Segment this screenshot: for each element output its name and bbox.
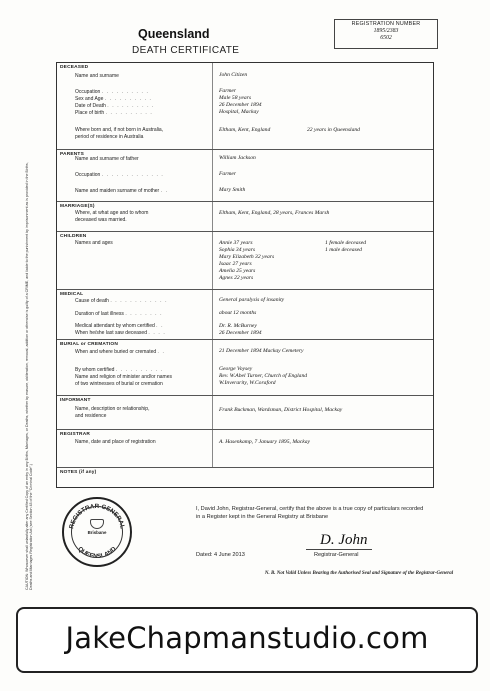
caution-text: CAUTION: Whosoever shall unlawfully alter any Certified Copy of an entry in any Births, Marriages, or Deaths, whether by erasure, obliteration, removal, addition or otherwise is guilty of a CRIME, and liable to the punishment by imprisonment as is provided in the Births, Deaths and Marriages Registration Act (see Section 48 of the "Criminal Code".): [25, 162, 34, 590]
child-entry: Mary Elizabeth 32 years: [219, 254, 275, 260]
label-mother: Name and maiden surname of mother . .: [75, 188, 169, 194]
section-marriage: [57, 201, 433, 231]
value-father-occupation: Farmer: [219, 171, 237, 177]
child-entry: Annie 37 years: [219, 240, 253, 246]
column-divider: [212, 290, 213, 340]
registrar-signature: D. John: [320, 532, 368, 548]
label-date-of-death: Date of Death . . . . . . . . . .: [75, 103, 155, 109]
value-informant: Frank Buckman, Wardsman, District Hospital, Mackay: [219, 407, 343, 413]
column-divider: [212, 232, 213, 290]
label-place-of-birth: Place of birth . . . . . . . . . .: [75, 110, 153, 116]
section-parents: [57, 149, 433, 201]
child-entry: Sophia 34 years: [219, 247, 256, 253]
value-father: William Jackson: [219, 155, 256, 161]
svg-text:REGISTRAR-GENERAL: REGISTRAR-GENERAL: [68, 502, 126, 530]
value-residence: 22 years in Queensland: [307, 127, 360, 133]
column-divider: [212, 202, 213, 232]
section-children: [57, 231, 433, 289]
value-cause: General paralysis of insanity: [219, 297, 285, 303]
label-buried: When and where buried or cremated . .: [75, 349, 166, 355]
label-father-occupation: Occupation . . . . . . . . . . . . .: [75, 172, 164, 178]
label-minister: Name and religion of minister and/or names: [75, 374, 172, 380]
registration-label: REGISTRATION NUMBER: [351, 21, 421, 27]
label-father: Name and surname of father: [75, 156, 139, 162]
section-header: BURIAL or CREMATION: [60, 342, 118, 347]
validity-note: N. B. Not Valid Unless Bearing the Authorised Seal and Signature of the Registrar-General: [264, 571, 454, 576]
label-informant: Name, description or relationship,: [75, 406, 150, 412]
value-last-saw: 26 December 1894: [219, 330, 262, 336]
label-cause: Cause of death . . . . . . . . . . . .: [75, 298, 168, 304]
column-divider: [212, 396, 213, 430]
caution-note: [25, 150, 37, 590]
section-header: NOTES (if any): [60, 470, 97, 475]
section-notes: [57, 467, 433, 487]
value-buried: 21 December 1894 Mackay Cemetery: [219, 348, 304, 354]
value-certified-by: George Voysey: [219, 366, 253, 372]
state-name: Queensland: [138, 27, 210, 41]
value-date-of-death: 26 December 1894: [219, 102, 262, 108]
label-sex-age: Sex and Age . . . . . . . . . .: [75, 96, 153, 102]
section-header: INFORMANT: [60, 398, 91, 403]
label-children: Names and ages: [75, 240, 113, 246]
label-informant-2: and residence: [75, 413, 107, 419]
label-certified-by: By whom certified . . . . . . . . . .: [75, 367, 164, 373]
document-title: DEATH CERTIFICATE: [132, 45, 240, 56]
label-illness: Duration of last illness . . . . . . . .: [75, 311, 163, 317]
signatory-title: Registrar-General: [314, 552, 359, 558]
label-marriage: Where, at what age and to whom: [75, 210, 149, 216]
section-medical: [57, 289, 433, 339]
child-entry: Agnes 22 years: [219, 275, 254, 281]
certification-text: I, David John, Registrar-General, certify that the above is a true copy of particulars recorded in a Register kept in the General Registry at Brisbane: [196, 506, 424, 520]
certificate-form: [56, 62, 434, 488]
section-header: DECEASED: [60, 65, 89, 70]
child-entry: Amelia 25 years: [219, 268, 256, 274]
column-divider: [212, 63, 213, 149]
section-header: REGISTRAR: [60, 432, 91, 437]
value-marriage: Eltham, Kent, England, 28 years, Frances Marsh: [219, 210, 330, 216]
section-informant: [57, 395, 433, 429]
value-mother: Mary Smith: [219, 187, 246, 193]
seal-city: Brisbane: [87, 530, 107, 535]
column-divider: [212, 150, 213, 202]
label-name: Name and surname: [75, 73, 119, 79]
watermark-banner: [16, 607, 478, 673]
section-header: PARENTS: [60, 152, 84, 157]
section-header: MARRIAGE(S): [60, 204, 95, 209]
section-burial: [57, 339, 433, 395]
label-occupation: Occupation . . . . . . . . . .: [75, 89, 149, 95]
value-minister: Rev. W.Abel Turner, Church of England: [219, 373, 308, 379]
column-divider: [212, 340, 213, 396]
label-witnesses: of two wintnesses of burial or cremation: [75, 381, 163, 387]
label-last-saw: When he/she last saw deceased . . . .: [75, 330, 166, 336]
value-witnesses: W.Inverarity, W.Coraford: [219, 380, 276, 386]
label-attendant: Medical attendant by whom certified . .: [75, 323, 164, 329]
label-residence: period of residence in Australia: [75, 134, 144, 140]
value-where-born: Eltham, Kent, England: [219, 127, 271, 133]
label-where-born: Where born and, if not born in Australia,: [75, 127, 164, 133]
registration-sub-number: 6502: [380, 35, 392, 41]
signature-line: [306, 549, 372, 550]
value-name: John Citizen: [219, 72, 248, 78]
value-registrar: A. Hasenkamp, 7 January 1895, Mackay: [219, 439, 311, 445]
section-header: CHILDREN: [60, 234, 87, 239]
registrar-seal: [62, 497, 132, 567]
children-deceased: 1 female deceased: [325, 240, 367, 246]
registration-number: 1895/2383: [373, 28, 399, 34]
registration-box: [334, 19, 438, 49]
section-deceased: [57, 63, 433, 149]
value-illness: about 12 months: [219, 310, 257, 316]
label-registrar: Name, date and place of registration: [75, 439, 156, 445]
date-issued: Dated: 4 June 2013: [196, 552, 245, 558]
section-registrar: [57, 429, 433, 467]
value-place-of-birth: Hospital, Mackay: [219, 109, 259, 115]
watermark-text: JakeChapmanstudio.com: [65, 621, 429, 655]
value-occupation: Farmer: [219, 88, 237, 94]
value-attendant: Dr. R. McBurney: [219, 323, 257, 329]
label-marriage-2: deceased was married.: [75, 217, 127, 223]
children-deceased: 1 male deceased: [325, 247, 362, 253]
svg-text:QUEENSLAND: QUEENSLAND: [76, 545, 118, 561]
child-entry: Isaac 27 years: [219, 261, 252, 267]
section-header: MEDICAL: [60, 292, 84, 297]
column-divider: [212, 430, 213, 468]
value-sex-age: Male 58 years: [219, 95, 252, 101]
